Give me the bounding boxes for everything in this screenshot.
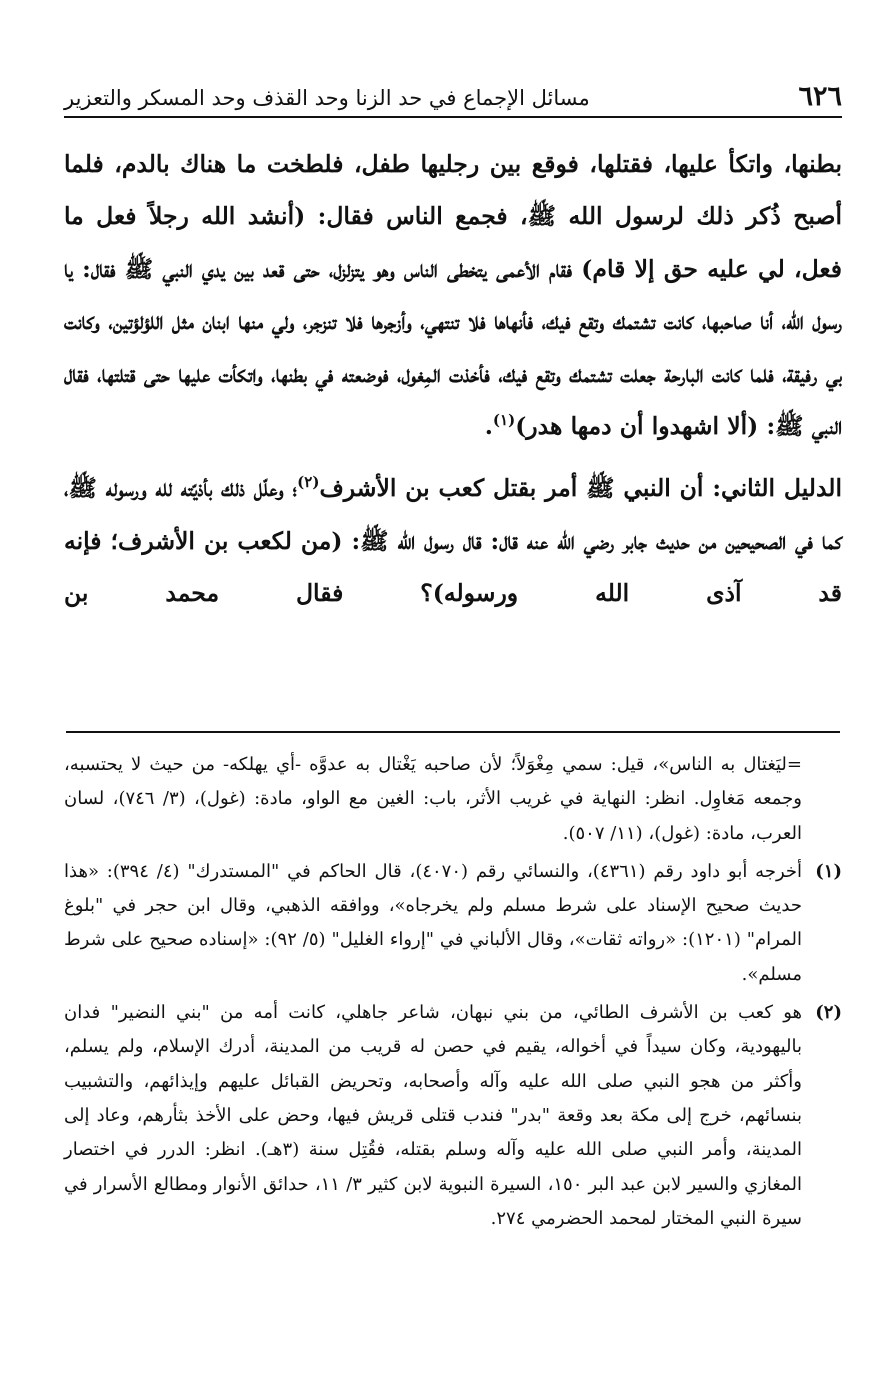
- footnote-2-mark: (٢): [815, 1002, 842, 1024]
- evidence-label: الدليل الثاني:: [712, 474, 842, 503]
- hadith-quote-3: (من لكعب بن الأشرف؛ فإنه قد آذى الله ورسوله)؟: [64, 526, 842, 608]
- footnote-1-mark: (١): [815, 860, 842, 882]
- paragraph-1-text: بطنها، واتكأ عليها، فقتلها، فوقع بين رجليها طفل، فلطخت ما هناك بالدم، فلما أصبح ذُكر ذلك لرسول الله ﷺ، فجمع الناس فقال:: [64, 150, 842, 231]
- paragraph-2a-text: أن النبي ﷺ أمر بقتل كعب بن الأشرف: [319, 474, 704, 503]
- page-header: [64, 72, 842, 118]
- footnote-ref-1: (١): [492, 411, 516, 430]
- paragraph-2b-text: ؛ وعلّل ذلك بأذيّته لله ورسوله ﷺ، كما في الصحيحين من حديث جابر رضي الله عنه قال: قال رسول الله ﷺ:: [64, 474, 842, 555]
- footnote-continuation-text: =ليَغتال به الناس»، قيل: سمي مِغْوَلاً؛ لأن صاحبه يَغْتال به عدوَّه -أي يهلكه- من حيث لا يحتسبه، وجمعه مَغاوِل. انظر: النهاية في غريب الأثر، باب: الغين مع الواو، مادة: (غول)، (٣/ ٧٤٦)، لسان العرب، مادة: (غول)، (١١/ ٥٠٧).: [64, 754, 802, 844]
- paragraph-1: بطنها، واتكأ عليها، فقتلها، فوقع بين رجليها طفل، فلطخت ما هناك بالدم، فلما أصبح ذُكر ذلك لرسول الله ﷺ، فجمع الناس فقال: (أنشد الله رجلاً فعل ما فعل، لي عليه حق إلا قام) فقام الأعمى يتخطى الناس وهو يتزلزل، حتى قعد بين يدي النبي ﷺ فقال: يا رسول الله، أنا صاحبها، كانت تشتمك وتقع فيك، فأنهاها فلا تنتهي، وأزجرها فلا تنزجر، ولي منها ابنان مثل اللؤلؤتين، وكانت بي رفيقة، فلما كانت البارحة جعلت تشتمك وتقع فيك، فأخذت المِغول، فوضعته في بطنها، واتكأت عليها حتى قتلتها، فقال النبي ﷺ: (ألا اشهدوا أن دمها هدر)$^{(١)}$.: [64, 150, 843, 441]
- running-title: مسائل الإجماع في حد الزنا وحد القذف وحد المسكر والتعزير: [64, 86, 590, 110]
- main-text: [64, 138, 842, 620]
- paragraph-2: [64, 462, 842, 619]
- footnote-2-text: هو كعب بن الأشرف الطائي، من بني نبهان، شاعر جاهلي، كانت أمه من "بني النضير" فدان باليهودية، وكان سيداً في أخواله، يقيم في حصن له قريب من المدينة، أدرك الإسلام، ولم يسلم، وأكثر من هجو النبي صلى الله عليه وآله وأصحابه، وتحريض القبائل عليهم وإيذائهم، والتشبيب بنسائهم، خرج إلى مكة بعد وقعة "بدر" فندب قتلى قريش فيها، وحض على الأخذ بثأرهم، وعاد إلى المدينة، وأمر النبي صلى الله عليه وآله وسلم بقتله، فقُتِل سنة (٣هـ). انظر: الدرر في اختصار المغازي والسير لابن عبد البر ١٥٠، السيرة النبوية لابن كثير ٣/ ١١، حدائق الأنوار ومطالع الأسرار في سيرة النبي المختار لمحمد الحضرمي ٢٧٤.: [64, 1002, 803, 1229]
- hadith-quote-2: (ألا اشهدوا أن دمها هدر): [515, 412, 759, 441]
- footnotes: [64, 748, 842, 1240]
- footnote-1: [64, 855, 842, 992]
- paragraph-2c-text: فقال محمد بن: [64, 579, 344, 608]
- footnote-2: [64, 996, 842, 1236]
- paragraph-1b-text: فقام الأعمى يتخطى الناس وهو يتزلزل، حتى قعد بين يدي النبي ﷺ فقال: يا رسول الله، أنا صاحبها، كانت تشتمك وتقع فيك، فأنهاها فلا تنتهي، وأزجرها فلا تنزجر، ولي منها ابنان مثل اللؤلؤتين، وكانت بي رفيقة، فلما كانت البارحة جعلت تشتمك وتقع فيك، فأخذت المِغول، فوضعته في بطنها، واتكأت عليها حتى قتلتها، فقال النبي ﷺ:: [64, 254, 842, 441]
- footnote-ref-2: (٢): [297, 473, 320, 492]
- footnote-continuation: [64, 748, 842, 851]
- footnote-separator: [66, 731, 840, 733]
- footnote-1-text: أخرجه أبو داود رقم (٤٣٦١)، والنسائي رقم (٤٠٧٠)، قال الحاكم في "المستدرك" (٤/ ٣٩٤): «هذا حديث صحيح الإسناد على شرط مسلم ولم يخرجاه»، ووافقه الذهبي، وقال ابن حجر في "بلوغ المرام" (١٢٠١): «رواته ثقات»، وقال الألباني في "إرواء الغليل" (٥/ ٩٢): «إسناده صحيح على شرط مسلم».: [64, 860, 803, 985]
- page-number: ٦٢٦: [798, 81, 842, 112]
- hadith-quote-1: (أنشد الله رجلاً فعل ما فعل، لي عليه حق إلا قام): [64, 202, 843, 283]
